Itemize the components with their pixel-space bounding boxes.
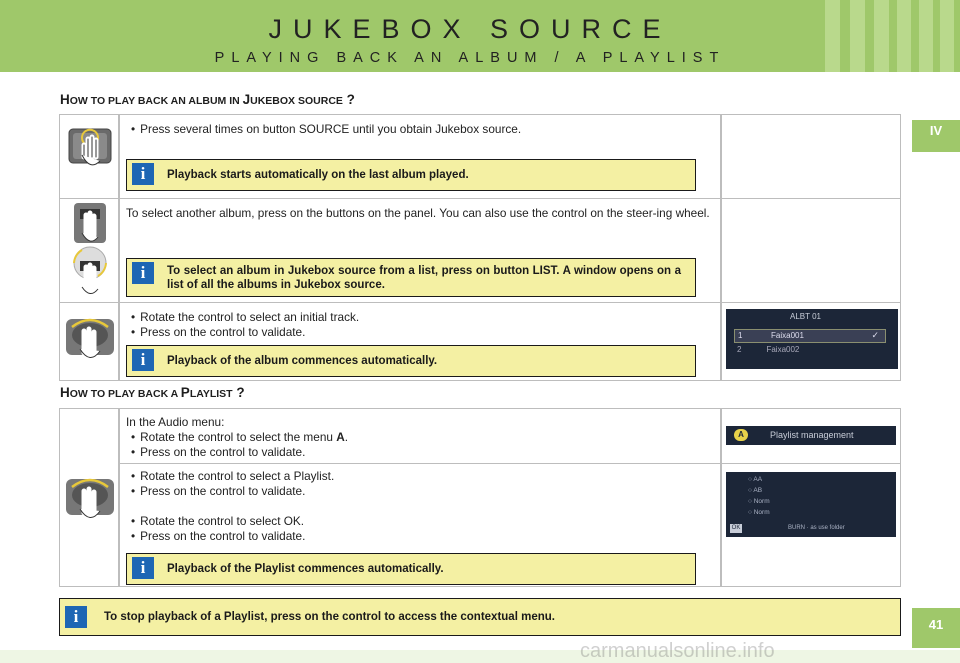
step-row [118, 463, 900, 586]
info-note [126, 159, 696, 191]
info-icon: i [132, 163, 154, 185]
step-row [60, 115, 900, 198]
step-text: • Rotate the control to select OK. [131, 514, 304, 529]
step-row [60, 302, 900, 380]
info-note-text: To select an album in Jukebox source from a list, press on button LIST. A window opens on a list of all the albums in Jukebox source. [167, 265, 681, 291]
rotary-control-press-icon [64, 313, 116, 363]
step-text: To select another album, press on the buttons on the panel. You can also use the control on the steer-ing wheel. [126, 206, 710, 220]
step-text: • Press on the control to validate. [131, 529, 305, 544]
step-text: In the Audio menu: [126, 415, 225, 429]
playlist-item: ○ AB [748, 487, 763, 494]
section-title-album: HOW TO PLAY BACK AN ALBUM IN JUKEBOX SOURCE ? [60, 92, 355, 107]
step-text: • Rotate the control to select an initial track. [131, 310, 359, 325]
step-text: • Press on the control to validate. [131, 484, 305, 499]
info-icon: i [132, 349, 154, 371]
panel-buttons-press-icon [68, 201, 112, 299]
step-row [60, 198, 900, 302]
playlist-steps-table [59, 408, 901, 587]
chapter-tab: IV [912, 120, 960, 152]
screen-footer: BURN · as use folder [788, 525, 845, 531]
menu-item-label: Playlist management [770, 430, 854, 440]
page-number: 41 [912, 608, 960, 648]
step-text: • Press on the control to validate. [131, 325, 305, 340]
info-note-text: Playback of the album commences automatically. [167, 355, 438, 367]
screen-selected-item: 1 Faixa001 ✓ [734, 329, 886, 343]
source-button-press-icon [68, 125, 112, 173]
page-header [0, 0, 960, 72]
info-note [126, 553, 696, 585]
ok-button: OK [731, 525, 741, 531]
section-title-playlist: HOW TO PLAY BACK A PLAYLIST ? [60, 385, 245, 400]
info-note-text: To stop playback of a Playlist, press on the control to access the contextual menu. [104, 611, 555, 623]
info-note [126, 345, 696, 377]
info-icon: i [65, 606, 87, 628]
info-note-text: Playback starts automatically on the last album played. [167, 169, 469, 181]
footer-band [0, 650, 960, 663]
info-note [126, 258, 696, 297]
screen-list-item: 2 Faixa002 [737, 345, 800, 354]
info-icon: i [132, 262, 154, 284]
page-subtitle: PLAYING BACK AN ALBUM / A PLAYLIST [214, 50, 726, 66]
menu-badge: A [734, 429, 748, 441]
watermark: carmanualsonline.info [580, 640, 775, 662]
step-text: • Rotate the control to select a Playlist. [131, 469, 334, 484]
info-note-text: Playback of the Playlist commences automatically. [167, 563, 444, 575]
rotary-control-press-icon [64, 473, 116, 525]
album-steps-table [59, 114, 901, 381]
stop-playback-note [59, 598, 901, 636]
step-text: • Press on the control to validate. [131, 445, 305, 460]
playlist-item: ○ Norm [748, 498, 770, 505]
playlist-item: ○ AA [748, 476, 763, 483]
header-stripe [940, 0, 954, 72]
page-title: JUKEBOX SOURCE [268, 14, 672, 44]
step-row [118, 409, 900, 463]
info-icon: i [132, 557, 154, 579]
playlist-item: ○ Norm [748, 509, 770, 516]
album-list-screen [726, 309, 898, 369]
audio-menu-screen [726, 426, 896, 445]
playlist-screen [726, 472, 896, 537]
screen-header: ALBT 01 [790, 312, 821, 321]
step-text: • Press several times on button SOURCE until you obtain Jukebox source. [131, 122, 521, 137]
step-text: • Rotate the control to select the menu A. [131, 430, 348, 445]
